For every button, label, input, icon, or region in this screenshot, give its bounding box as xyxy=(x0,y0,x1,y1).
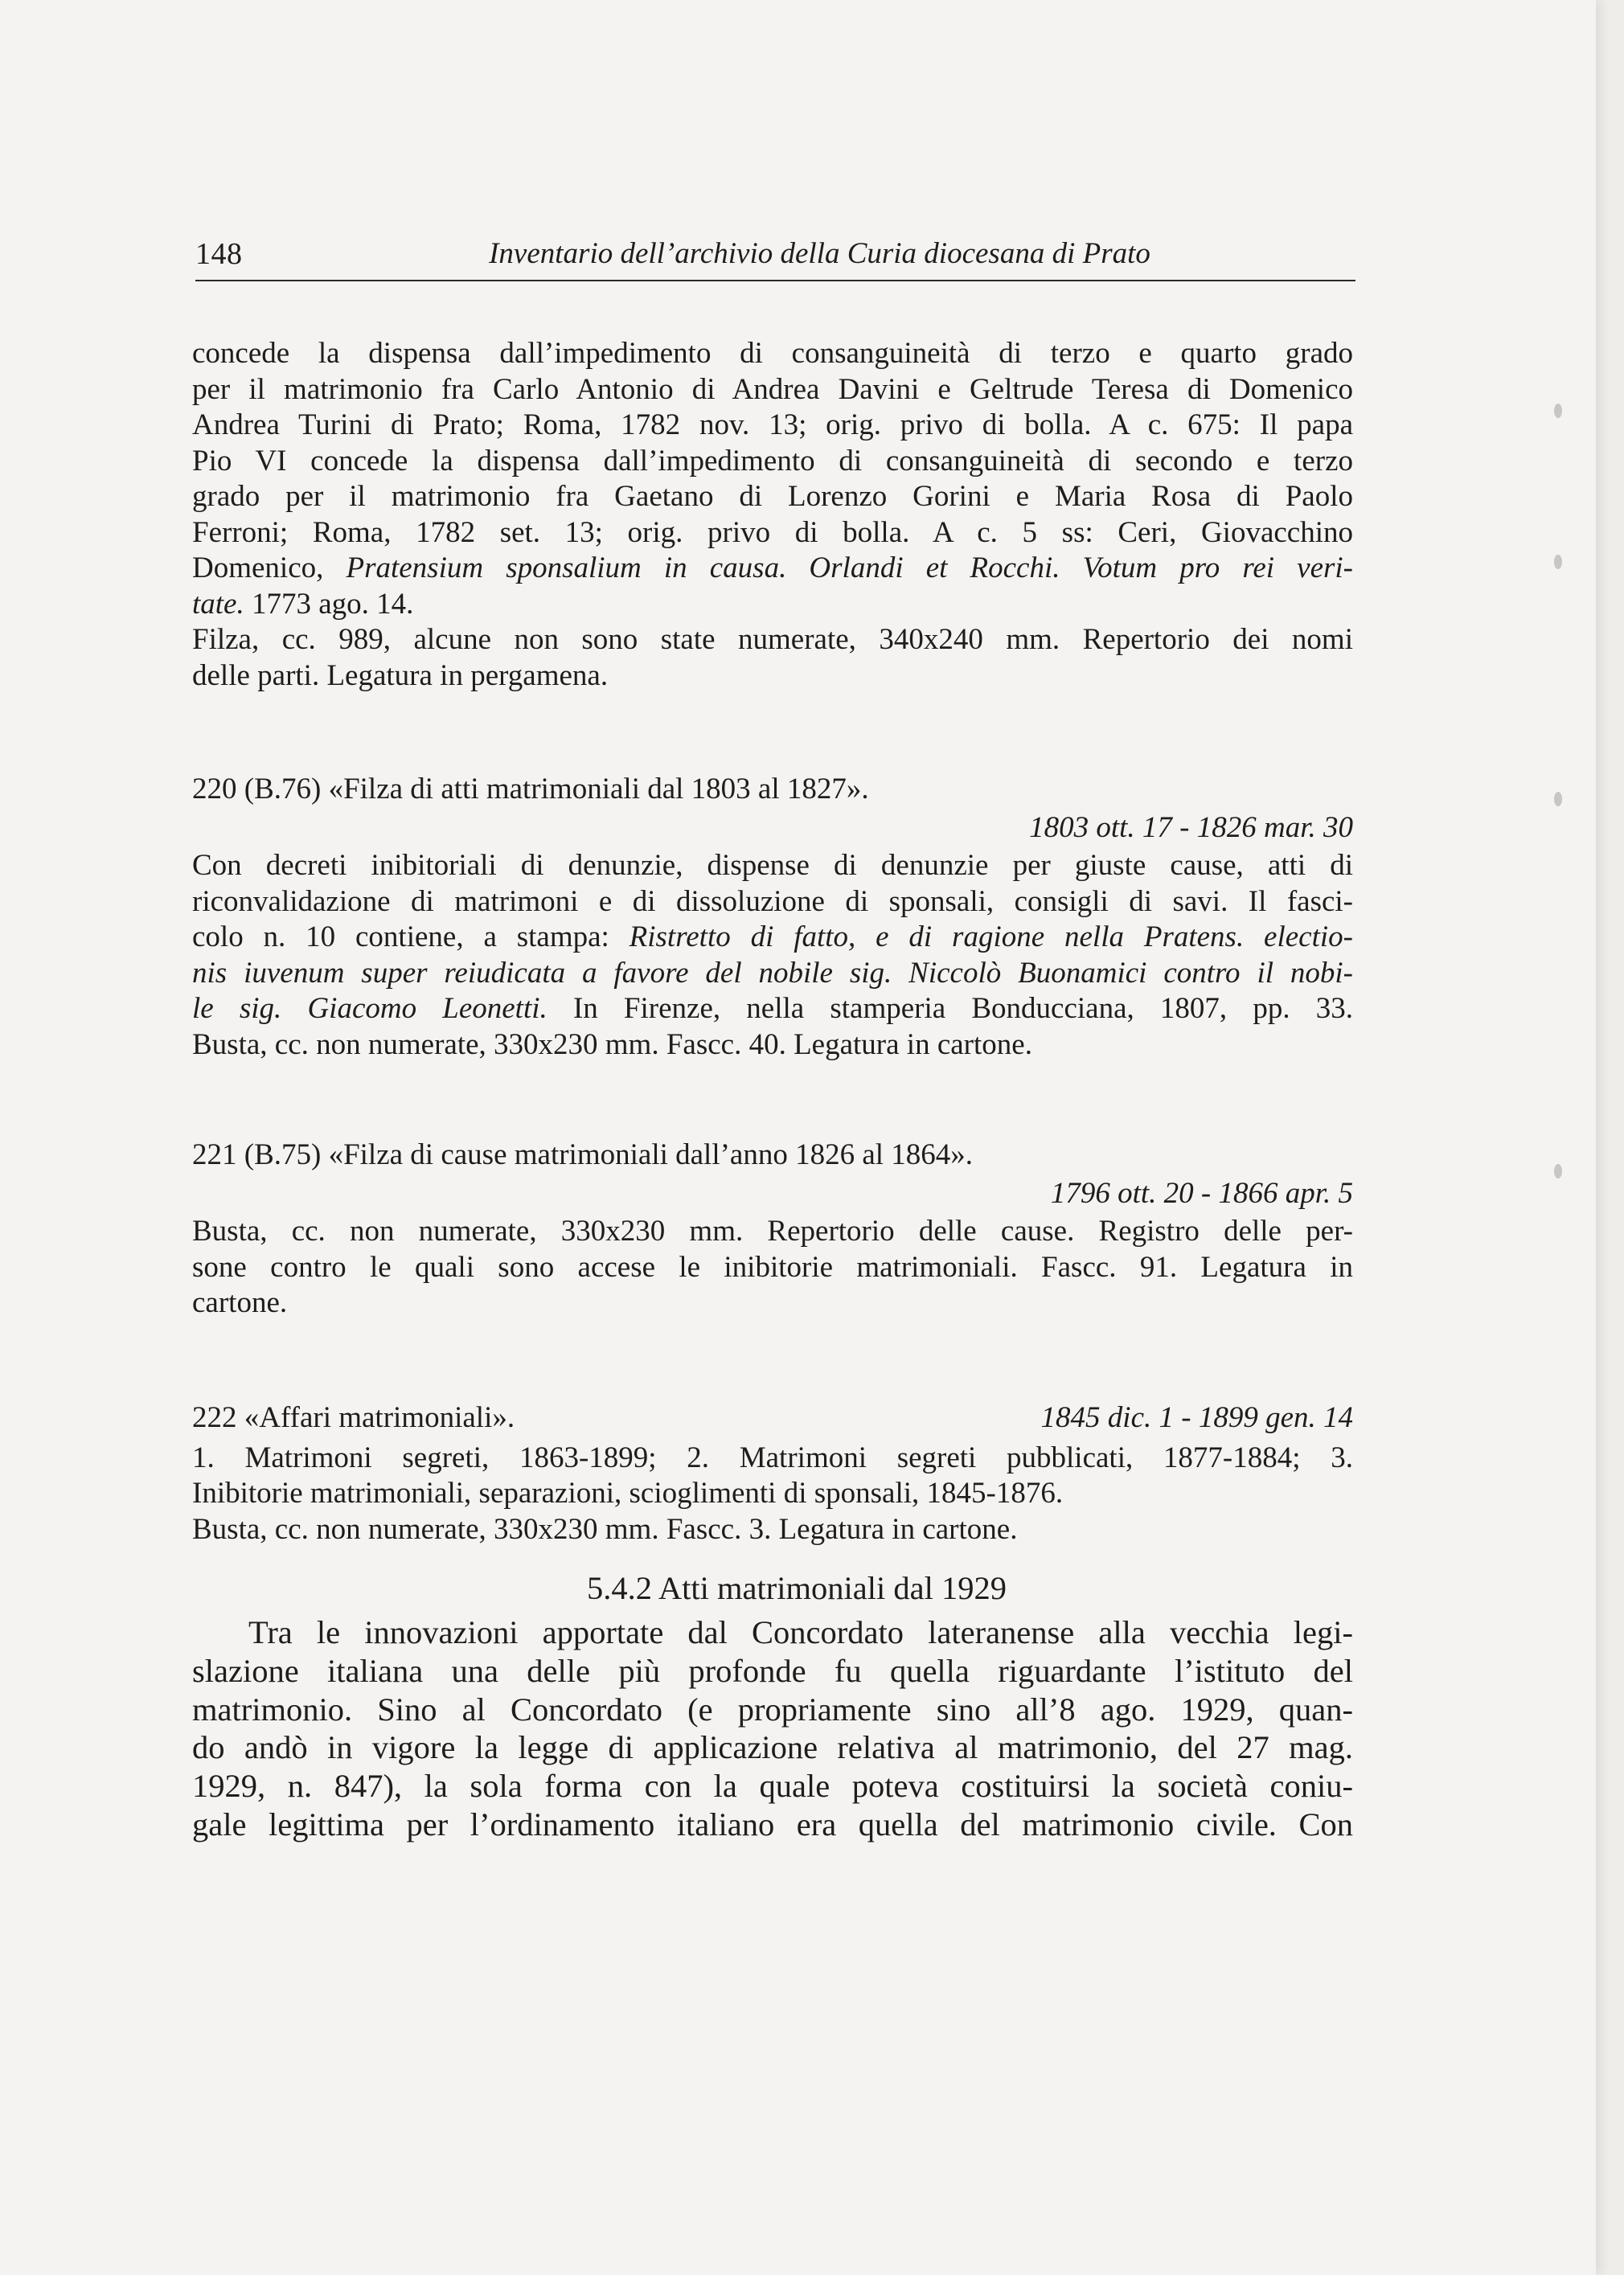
text-line xyxy=(192,991,1353,1027)
section-heading: 5.4.2 Atti matrimoniali dal 1929 xyxy=(587,1570,1007,1606)
text-line: Inibitorie matrimoniali, separazioni, scioglimenti di sponsali, 1845-1876. xyxy=(192,1477,1064,1510)
text-line: concede la dispensa dall’impedimento di consanguineità di terzo e quarto grado xyxy=(192,337,1353,370)
bleed-mark xyxy=(1554,555,1562,569)
description-line: Busta, cc. non numerate, 330x230 mm. Fascc. 40. Legatura in cartone. xyxy=(192,1027,1032,1061)
bleed-mark xyxy=(1554,792,1562,806)
entry-title: 220 (B.76) «Filza di atti matrimoniali dal 1803 al 1827». xyxy=(192,773,869,805)
entry-title-row xyxy=(192,1396,1353,1441)
text-line xyxy=(192,551,1353,587)
text-span: 1773 ago. 14. xyxy=(244,587,414,621)
entry-220 xyxy=(192,771,1353,1063)
text-line xyxy=(192,920,1353,956)
entry-222 xyxy=(192,1396,1353,1548)
bleed-mark xyxy=(1554,404,1562,418)
paragraph-line: slazione italiana una delle più profonde fu quella riguardante l’istituto del xyxy=(192,1652,1353,1689)
entry-date: 1803 ott. 17 - 1826 mar. 30 xyxy=(1029,811,1353,844)
text-line: riconvalidazione di matrimoni e di dissoluzione di sponsali, consigli di savi. Il fasci- xyxy=(192,884,1353,918)
text-line: per il matrimonio fra Carlo Antonio di Andrea Davini e Geltrude Teresa di Domenico xyxy=(192,372,1353,406)
page-header xyxy=(195,233,1355,281)
paragraph-line: gale legittima per l’ordinamento italiano era quella del matrimonio civile. Con xyxy=(192,1806,1353,1843)
text-line: Pio VI concede la dispensa dall’impedimento di consanguineità di secondo e terzo xyxy=(192,444,1353,478)
italic-title: Pratensium sponsalium in causa. Orlandi et Rocchi. Votum pro rei veri- xyxy=(346,551,1353,584)
description-line: Busta, cc. non numerate, 330x230 mm. Repertorio delle cause. Registro delle per- xyxy=(192,1215,1353,1248)
italic-title: tate. xyxy=(192,587,244,621)
description-line: delle parti. Legatura in pergamena. xyxy=(192,658,609,692)
italic-title: nis iuvenum super reiudicata a favore del nobile sig. Niccolò Buonamici contro il nobi- xyxy=(192,956,1353,990)
description-line: sone contro le quali sono accese le inibitorie matrimoniali. Fascc. 91. Legatura in xyxy=(192,1250,1353,1284)
page-number: 148 xyxy=(195,237,243,271)
text-line: 1. Matrimoni segreti, 1863-1899; 2. Matrimoni segreti pubblicati, 1877-1884; 3. xyxy=(192,1441,1353,1474)
section-5-4-2 xyxy=(192,1564,1353,1844)
entry-title: 222 «Affari matrimoniali». xyxy=(192,1400,515,1434)
paragraph-line: do andò in vigore la legge di applicazione relativa al matrimonio, del 27 mag. xyxy=(192,1729,1353,1766)
bleed-mark xyxy=(1554,1164,1562,1178)
entry-title: 221 (B.75) «Filza di cause matrimoniali dall’anno 1826 al 1864». xyxy=(192,1138,974,1171)
paragraph-line: matrimonio. Sino al Concordato (e propriamente sino all’8 ago. 1929, quan- xyxy=(192,1691,1353,1728)
text-span: colo n. 10 contiene, a stampa: xyxy=(192,920,630,953)
description-line: cartone. xyxy=(192,1286,288,1319)
entry-219-continuation xyxy=(192,336,1353,694)
paragraph-line: Tra le innovazioni apportate dal Concordato lateranense alla vecchia legi- xyxy=(248,1614,1353,1650)
entry-221 xyxy=(192,1137,1353,1322)
paragraph-line: 1929, n. 847), la sola forma con la quale poteva costituirsi la società coniu- xyxy=(192,1768,1353,1805)
text-line: Con decreti inibitoriali di denunzie, dispense di denunzie per giuste cause, atti di xyxy=(192,849,1353,882)
description-line: Busta, cc. non numerate, 330x230 mm. Fascc. 3. Legatura in cartone. xyxy=(192,1512,1018,1546)
text-line: grado per il matrimonio fra Gaetano di Lorenzo Gorini e Maria Rosa di Paolo xyxy=(192,480,1353,513)
text-line xyxy=(192,587,1353,623)
description-line: Filza, cc. 989, alcune non sono state numerate, 340x240 mm. Repertorio dei nomi xyxy=(192,623,1353,656)
entry-date: 1796 ott. 20 - 1866 apr. 5 xyxy=(1050,1177,1353,1210)
italic-title: Ristretto di fatto, e di ragione nella Pratens. electio- xyxy=(629,920,1353,953)
italic-title: le sig. Giacomo Leonetti. xyxy=(192,992,547,1025)
text-line: Andrea Turini di Prato; Roma, 1782 nov. 13; orig. privo di bolla. A c. 675: Il papa xyxy=(192,408,1353,441)
text-span: Domenico, xyxy=(192,551,347,584)
text-span: In Firenze, nella stamperia Bonducciana, 1807, pp. 33. xyxy=(547,992,1353,1025)
running-title: Inventario dell’archivio della Curia diocesana di Prato xyxy=(489,237,1150,270)
text-line: Ferroni; Roma, 1782 set. 13; orig. privo di bolla. A c. 5 ss: Ceri, Giovacchino xyxy=(192,515,1353,549)
page-body xyxy=(192,336,1353,1844)
entry-date: 1845 dic. 1 - 1899 gen. 14 xyxy=(1040,1400,1353,1434)
